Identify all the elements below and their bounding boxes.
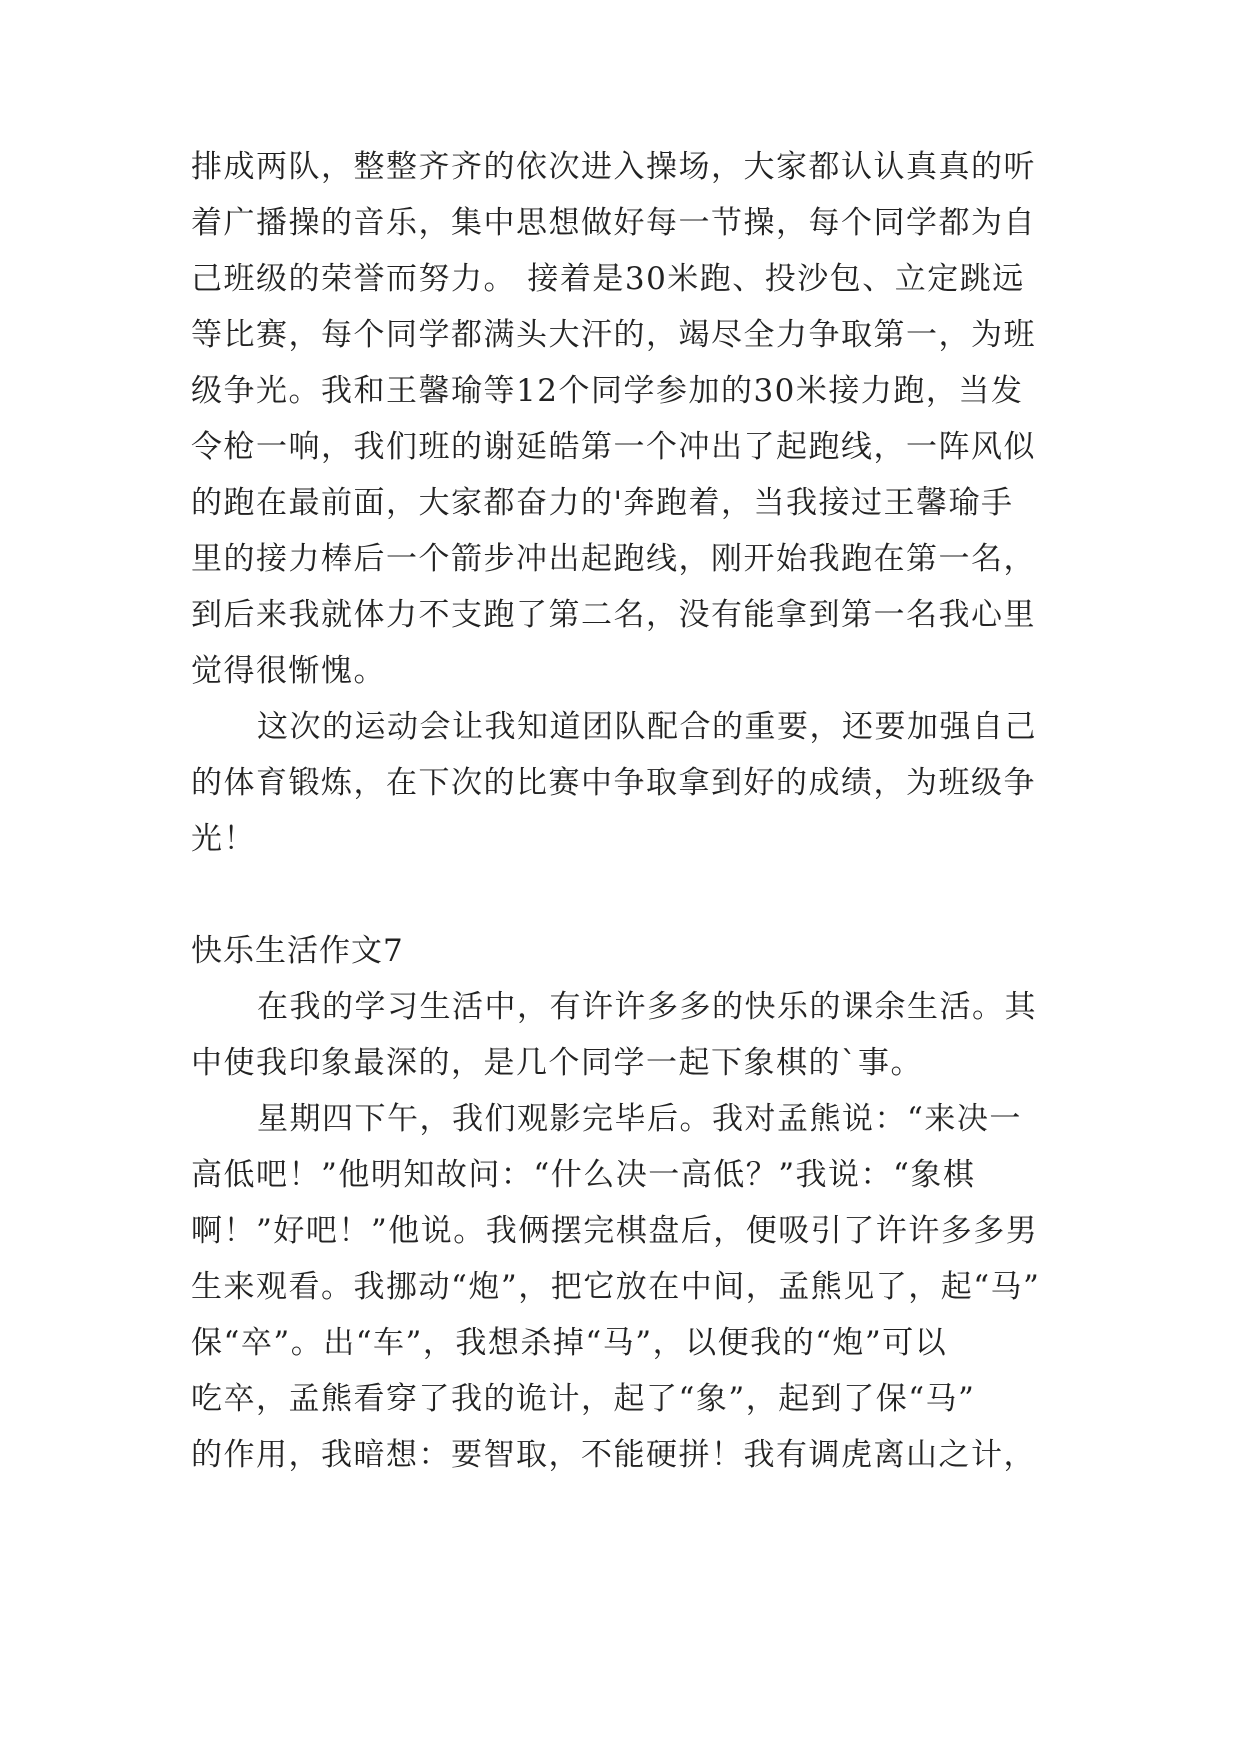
text-line: 中使我印象最深的，是几个同学一起下象棋的`事。 [191, 1045, 923, 1081]
text-line: 的作用，我暗想：要智取，不能硬拼！我有调虎离山之计， [191, 1437, 1036, 1473]
text-line: 等比赛，每个同学都满头大汗的，竭尽全力争取第一，为班 [191, 317, 1036, 353]
text-line: 里的接力棒后一个箭步冲出起跑线，刚开始我跑在第一名， [191, 541, 1036, 577]
text-line: 保“卒”。出“车”，我想杀掉“马”，以便我的“炮”可以 [191, 1325, 948, 1361]
text-line: 着广播操的音乐，集中思想做好每一节操，每个同学都为自 [191, 205, 1036, 241]
text-line: 光！ [191, 821, 256, 857]
text-line: 排成两队，整整齐齐的依次进入操场，大家都认认真真的听 [191, 149, 1036, 185]
text-line: 的体育锻炼，在下次的比赛中争取拿到好的成绩，为班级争 [191, 765, 1036, 801]
text-line: 生来观看。我挪动“炮”，把它放在中间，孟熊见了，起“马” [191, 1269, 1041, 1305]
text-line: 级争光。我和王馨瑜等12个同学参加的30米接力跑，当发 [191, 373, 1024, 409]
section-heading: 快乐生活作文7 [191, 933, 404, 969]
text-line: 觉得很惭愧。 [191, 653, 386, 689]
text-line: 星期四下午，我们观影完毕后。我对孟熊说：“来决一 [257, 1101, 1022, 1137]
text-line: 到后来我就体力不支跑了第二名，没有能拿到第一名我心里 [191, 597, 1036, 633]
text-line: 这次的运动会让我知道团队配合的重要，还要加强自己 [257, 709, 1037, 745]
text-line: 的跑在最前面，大家都奋力的'奔跑着，当我接过王馨瑜手 [191, 485, 1014, 521]
text-line: 啊！”好吧！”他说。我俩摆完棋盘后，便吸引了许许多多男 [191, 1213, 1039, 1249]
text-line: 吃卒，孟熊看穿了我的诡计，起了“象”，起到了保“马” [191, 1381, 976, 1417]
text-line: 高低吧！”他明知故问：“什么决一高低？”我说：“象棋 [191, 1157, 976, 1193]
text-line: 令枪一响，我们班的谢延皓第一个冲出了起跑线，一阵风似 [191, 429, 1036, 465]
text-line: 己班级的荣誉而努力。 接着是30米跑、投沙包、立定跳远 [191, 261, 1025, 297]
text-line: 在我的学习生活中，有许许多多的快乐的课余生活。其 [257, 989, 1037, 1025]
